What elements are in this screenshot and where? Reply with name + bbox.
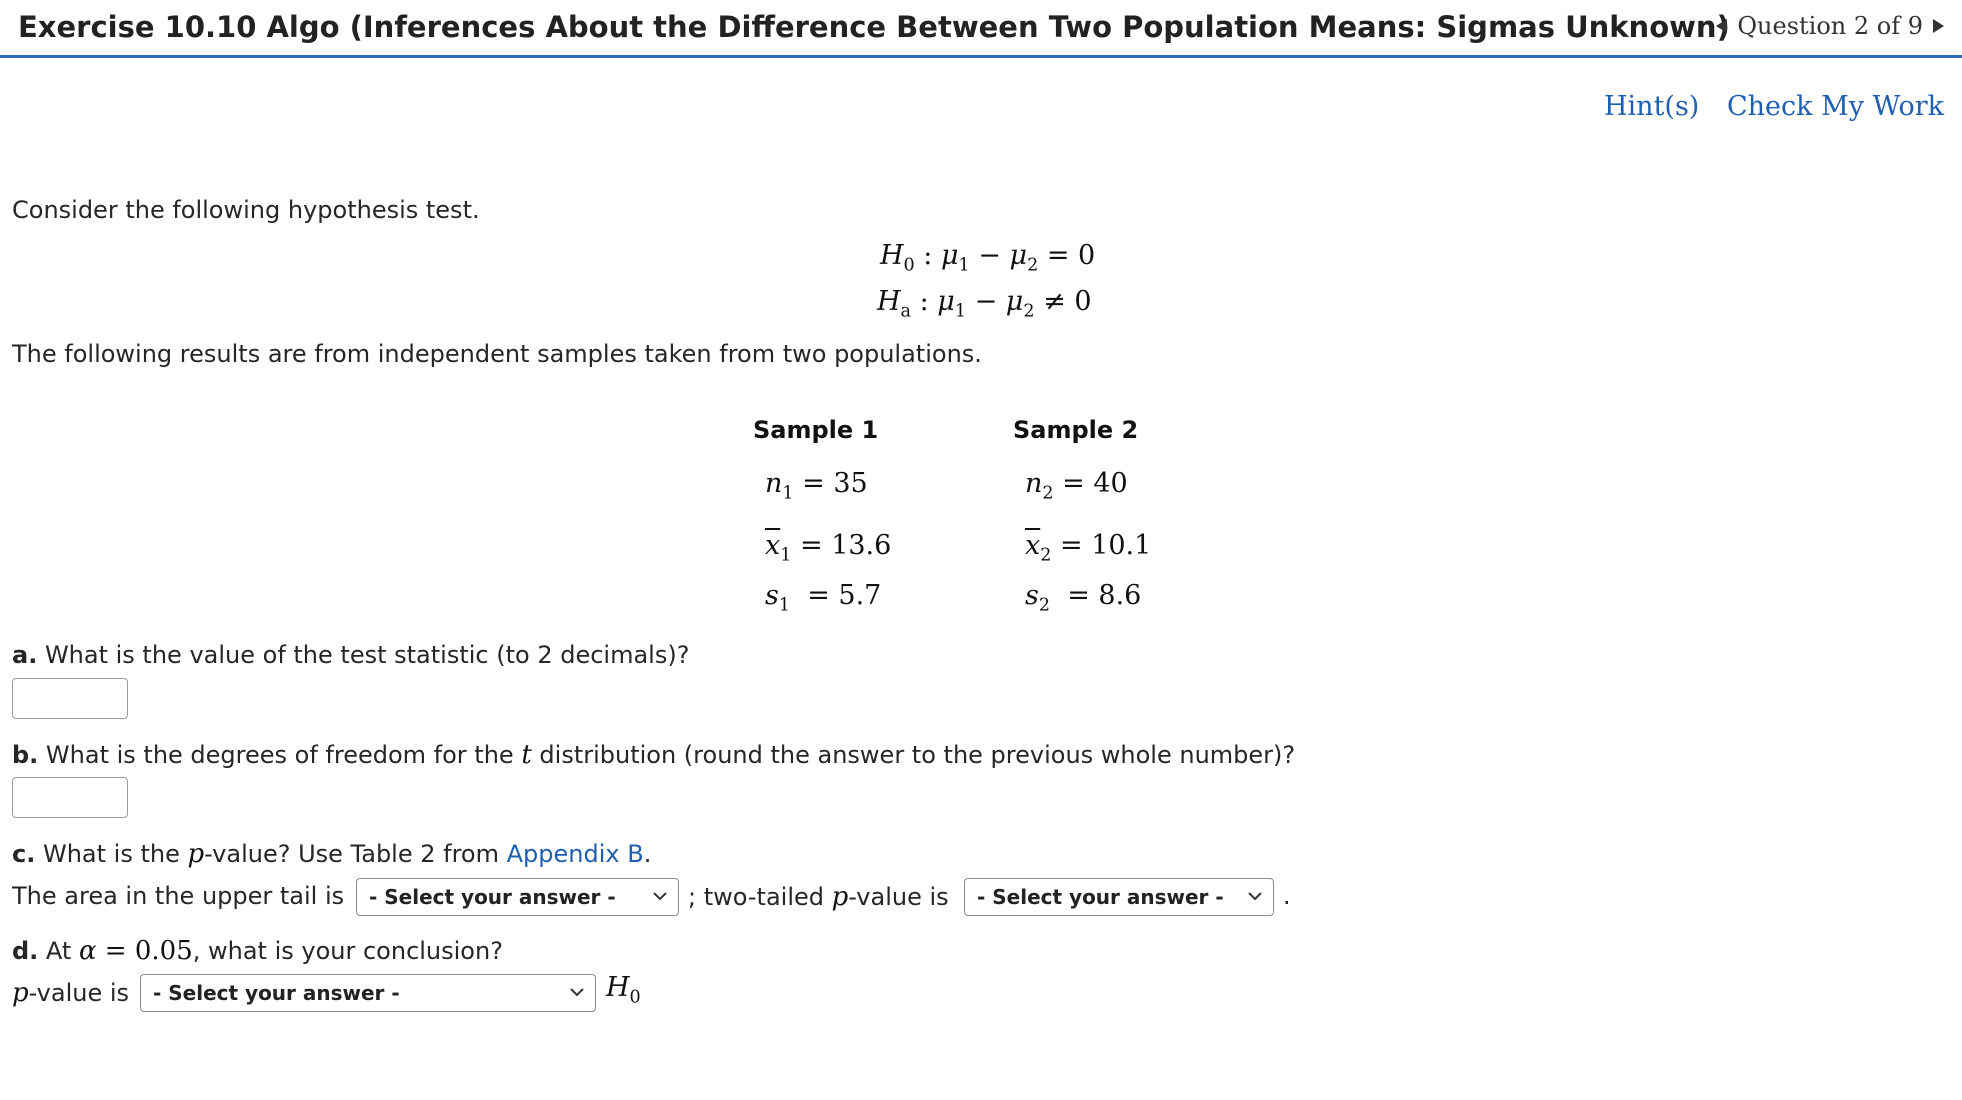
- test-statistic-input[interactable]: [12, 678, 128, 719]
- two-tailed-pvalue-select[interactable]: - Select your answer -: [964, 878, 1274, 916]
- question-counter: Question 2 of 9: [1737, 12, 1923, 40]
- period: .: [1283, 882, 1291, 910]
- conclusion-select[interactable]: - Select your answer -: [140, 974, 596, 1012]
- question-d: d. At α = 0.05, what is your conclusion?: [12, 936, 503, 966]
- sample-1-header: Sample 1: [753, 416, 879, 444]
- h0-label: $H_0$: [606, 972, 641, 1008]
- degrees-of-freedom-input[interactable]: [12, 777, 128, 818]
- s1-value: $s_1 = 5.7$: [765, 580, 882, 616]
- x2-value: $\overline{x}_2 = 10.1$: [1025, 530, 1152, 566]
- next-question-icon[interactable]: [1933, 19, 1944, 33]
- x1-value: $\overline{x}_1 = 13.6$: [765, 530, 892, 566]
- n1-value: $n_1 = 35$: [765, 468, 868, 504]
- page-title: Exercise 10.10 Algo (Inferences About the Difference Between Two Population Means: Sigmas Unknown): [18, 10, 1730, 44]
- header-divider: [0, 55, 1962, 58]
- appendix-b-link[interactable]: Appendix B: [506, 840, 644, 868]
- null-hypothesis-relation: = 0: [1046, 240, 1096, 271]
- previous-question-icon[interactable]: [1716, 19, 1727, 33]
- n2-value: $n_2 = 40$: [1025, 468, 1128, 504]
- check-my-work-link[interactable]: Check My Work: [1727, 91, 1945, 122]
- question-nav: [1716, 12, 1944, 40]
- hints-link[interactable]: Hint(s): [1604, 91, 1700, 122]
- question-c: c. What is the p-value? Use Table 2 from Appendix B.: [12, 839, 652, 869]
- chevron-down-icon: [1247, 888, 1263, 904]
- sample-2-header: Sample 2: [1013, 416, 1139, 444]
- question-a: a. What is the value of the test statistic (to 2 decimals)?: [12, 641, 690, 669]
- upper-tail-label: The area in the upper tail is: [12, 882, 345, 910]
- intro-text: Consider the following hypothesis test.: [12, 196, 480, 224]
- two-tailed-label: ; two-tailed p-value is: [688, 882, 949, 912]
- upper-tail-select[interactable]: - Select your answer -: [356, 878, 679, 916]
- chevron-down-icon: [652, 888, 668, 904]
- null-hypothesis: $H_0$ : $\mu_1 - \mu_2 = 0$: [880, 240, 1096, 276]
- question-b: b. What is the degrees of freedom for the t distribution (round the answer to the previous whole number)?: [12, 740, 1296, 770]
- chevron-down-icon: [569, 984, 585, 1000]
- s2-value: $s_2 = 8.6$: [1025, 580, 1142, 616]
- alternative-hypothesis-relation: ≠ 0: [1043, 286, 1092, 317]
- conclusion-label: p-value is: [12, 978, 130, 1008]
- results-text: The following results are from independent samples taken from two populations.: [12, 340, 982, 368]
- alternative-hypothesis: $H_a$ : $\mu_1 - \mu_2 \ne 0$: [877, 286, 1092, 322]
